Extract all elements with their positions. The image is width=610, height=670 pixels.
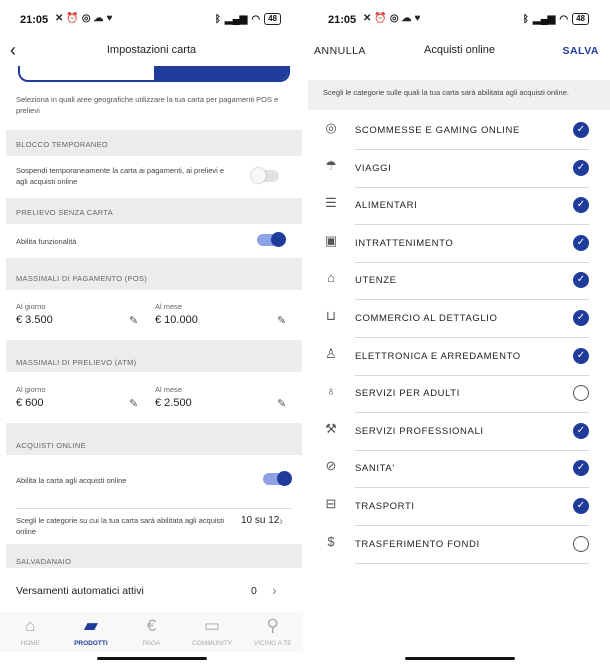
save-button[interactable]: SALVA bbox=[562, 45, 599, 57]
tab-label: PRODOTTI bbox=[74, 640, 108, 647]
status-time: 21:05 bbox=[20, 14, 49, 26]
beach-umbrella-icon: ☂ bbox=[325, 158, 337, 173]
category-label: SERVIZI PER ADULTI bbox=[355, 388, 460, 399]
section-title: ACQUISTI ONLINE bbox=[16, 441, 86, 450]
salvadanaio-label[interactable]: Versamenti automatici attivi bbox=[16, 585, 144, 597]
category-label: COMMERCIO AL DETTAGLIO bbox=[355, 313, 498, 324]
online-purchases-screen bbox=[308, 0, 610, 670]
category-item[interactable] bbox=[308, 413, 610, 451]
lamp-icon: ♙ bbox=[325, 346, 337, 361]
categories-row-label[interactable]: Scegli le categorie su cui la tua carta sarà abilitata agli acquisti online bbox=[16, 516, 225, 536]
category-label: ELETTRONICA E ARREDAMENTO bbox=[355, 351, 521, 362]
check-icon[interactable]: ✓ bbox=[573, 235, 589, 251]
atm-month-label: Al mese bbox=[155, 385, 183, 394]
unchecked-circle-icon[interactable] bbox=[573, 536, 589, 552]
chat-icon: ▭ bbox=[204, 616, 221, 635]
tab-label: PAGA bbox=[142, 640, 161, 647]
pos-day-label: Al giorno bbox=[16, 302, 46, 311]
check-icon[interactable]: ✓ bbox=[573, 197, 589, 213]
home-icon: ⌂ bbox=[25, 616, 36, 635]
category-item[interactable] bbox=[308, 187, 610, 225]
geo-area-selected-segment[interactable] bbox=[154, 66, 288, 80]
category-label: ALIMENTARI bbox=[355, 200, 418, 211]
toggle-knob bbox=[251, 168, 266, 183]
acquisti-toggle[interactable] bbox=[263, 473, 289, 485]
home-indicator[interactable] bbox=[97, 657, 207, 660]
page-title: Impostazioni carta bbox=[106, 44, 197, 56]
categories-count[interactable]: 10 su 12 bbox=[241, 515, 280, 526]
check-icon[interactable]: ✓ bbox=[573, 460, 589, 476]
bottom-tab-bar bbox=[0, 612, 303, 652]
acquisti-toggle-label: Abilita la carta agli acquisti online bbox=[16, 476, 127, 485]
pos-month-label: Al mese bbox=[155, 302, 183, 311]
section-blocco-temporaneo bbox=[6, 130, 302, 156]
intro-banner bbox=[308, 80, 610, 110]
category-label: TRASFERIMENTO FONDI bbox=[355, 539, 480, 550]
train-icon: ⊟ bbox=[325, 496, 337, 511]
pos-day-value: € 3.500 bbox=[16, 314, 53, 326]
geo-area-selector[interactable] bbox=[18, 66, 290, 82]
tab-vicino-a-te[interactable] bbox=[242, 612, 303, 652]
check-icon[interactable]: ✓ bbox=[573, 160, 589, 176]
notification-icons: ✕⏰◎☁♥ bbox=[363, 13, 424, 24]
pos-month-value: € 10.000 bbox=[155, 314, 198, 326]
section-title: MASSIMALI DI PAGAMENTO (POS) bbox=[16, 274, 148, 283]
prelievo-label: Abilita funzionalità bbox=[16, 237, 77, 246]
category-item[interactable] bbox=[308, 450, 610, 488]
section-title: PRELIEVO SENZA CARTA bbox=[16, 208, 113, 217]
wifi-icon: ◠ bbox=[559, 13, 569, 25]
category-item[interactable] bbox=[308, 526, 610, 564]
film-icon: ▣ bbox=[324, 233, 338, 248]
chevron-right-icon[interactable]: › bbox=[272, 582, 277, 598]
cancel-button[interactable]: ANNULLA bbox=[314, 45, 366, 57]
atm-day-value: € 600 bbox=[16, 397, 44, 409]
pencil-icon[interactable]: ✎ bbox=[277, 398, 287, 410]
pencil-icon[interactable]: ✎ bbox=[129, 315, 139, 327]
wifi-icon: ◠ bbox=[251, 13, 261, 25]
battery-icon: 48 bbox=[264, 13, 281, 25]
section-massimali-pos bbox=[6, 258, 302, 290]
check-icon[interactable]: ✓ bbox=[573, 122, 589, 138]
check-icon[interactable]: ✓ bbox=[573, 272, 589, 288]
blocco-description: Sospendi temporaneamente la carta ai pagamenti, ai prelievi e agli acquisti online bbox=[16, 166, 225, 186]
section-title: BLOCCO TEMPORANEO bbox=[16, 140, 109, 149]
page-title: Acquisti online bbox=[424, 44, 495, 56]
system-icons bbox=[523, 13, 589, 25]
section-title: MASSIMALI DI PRELIEVO (ATM) bbox=[16, 358, 137, 367]
unchecked-circle-icon[interactable] bbox=[573, 385, 589, 401]
category-item[interactable] bbox=[308, 225, 610, 263]
header bbox=[308, 34, 610, 66]
house-icon: ⌂ bbox=[327, 270, 335, 285]
geo-description: Seleziona in quali aree geografiche utilizzare la tua carta per pagamenti POS e prelievi bbox=[16, 95, 279, 115]
category-label: SCOMMESSE E GAMING ONLINE bbox=[355, 125, 520, 136]
toggle-knob bbox=[277, 471, 292, 486]
header bbox=[0, 34, 303, 66]
check-icon[interactable]: ✓ bbox=[573, 310, 589, 326]
intro-text: Scegli le categorie sulle quali la tua carta sarà abilitata agli acquisti online. bbox=[323, 88, 569, 97]
category-item[interactable] bbox=[308, 112, 610, 150]
bandage-icon: ⊘ bbox=[325, 458, 337, 473]
divider bbox=[355, 563, 589, 564]
pencil-icon[interactable]: ✎ bbox=[277, 315, 287, 327]
check-icon[interactable]: ✓ bbox=[573, 498, 589, 514]
cart-icon: ⊔ bbox=[325, 308, 337, 323]
category-label: SANITA' bbox=[355, 463, 395, 474]
battery-icon: 48 bbox=[572, 13, 589, 25]
section-prelievo-senza-carta bbox=[6, 198, 302, 224]
gamepad-icon: ◎ bbox=[325, 120, 337, 135]
category-label: SERVIZI PROFESSIONALI bbox=[355, 426, 484, 437]
category-label: INTRATTENIMENTO bbox=[355, 238, 454, 249]
atm-month-value: € 2.500 bbox=[155, 397, 192, 409]
divider bbox=[16, 508, 291, 509]
pencil-icon[interactable]: ✎ bbox=[129, 398, 139, 410]
category-item[interactable] bbox=[308, 375, 610, 413]
back-arrow-icon[interactable]: ‹ bbox=[10, 40, 16, 60]
section-salvadanaio bbox=[6, 544, 302, 568]
category-item[interactable] bbox=[308, 300, 610, 338]
status-bar bbox=[0, 0, 303, 30]
status-bar bbox=[308, 0, 610, 30]
tab-prodotti[interactable] bbox=[61, 612, 122, 652]
tools-icon: ⚒ bbox=[325, 421, 337, 436]
check-icon[interactable]: ✓ bbox=[573, 348, 589, 364]
system-icons bbox=[215, 13, 281, 25]
tab-label: COMMUNITY bbox=[192, 640, 233, 647]
home-indicator[interactable] bbox=[405, 657, 515, 660]
section-acquisti-online bbox=[6, 423, 302, 455]
category-item[interactable] bbox=[308, 488, 610, 526]
check-icon[interactable]: ✓ bbox=[573, 423, 589, 439]
euro-icon: € bbox=[146, 616, 157, 635]
burger-icon: ☰ bbox=[325, 195, 337, 210]
signal-icon: ▂▄▆ bbox=[532, 13, 556, 25]
status-time: 21:05 bbox=[328, 14, 357, 26]
tab-label: HOME bbox=[20, 640, 41, 647]
atm-day-label: Al giorno bbox=[16, 385, 46, 394]
location-pin-icon: ⚲ bbox=[266, 616, 279, 635]
wallet-icon: ▰ bbox=[84, 616, 98, 635]
tab-home[interactable] bbox=[0, 612, 61, 652]
bluetooth-icon: ᛒ bbox=[214, 13, 221, 25]
blocco-toggle[interactable] bbox=[253, 170, 279, 182]
category-label: VIAGGI bbox=[355, 163, 392, 174]
tab-community[interactable] bbox=[182, 612, 243, 652]
category-label: UTENZE bbox=[355, 275, 397, 286]
salvadanaio-count[interactable]: 0 bbox=[251, 585, 257, 597]
category-item[interactable] bbox=[308, 338, 610, 376]
chevron-right-icon[interactable]: › bbox=[279, 514, 283, 528]
tab-paga[interactable] bbox=[121, 612, 182, 652]
card-settings-screen bbox=[0, 0, 303, 670]
signal-icon: ▂▄▆ bbox=[224, 13, 248, 25]
money-bag-icon: $ bbox=[327, 534, 335, 549]
category-item[interactable] bbox=[308, 262, 610, 300]
adult-icon: ♁ bbox=[326, 383, 336, 398]
section-massimali-atm bbox=[6, 340, 302, 372]
notification-icons: ✕⏰◎☁♥ bbox=[55, 13, 116, 24]
bluetooth-icon: ᛒ bbox=[522, 13, 529, 25]
category-item[interactable] bbox=[308, 150, 610, 188]
category-label: TRASPORTI bbox=[355, 501, 415, 512]
tab-label: VICINO A TE bbox=[253, 640, 292, 647]
section-title: SALVADANAIO bbox=[16, 557, 72, 566]
toggle-knob bbox=[271, 232, 286, 247]
prelievo-toggle[interactable] bbox=[257, 234, 283, 246]
